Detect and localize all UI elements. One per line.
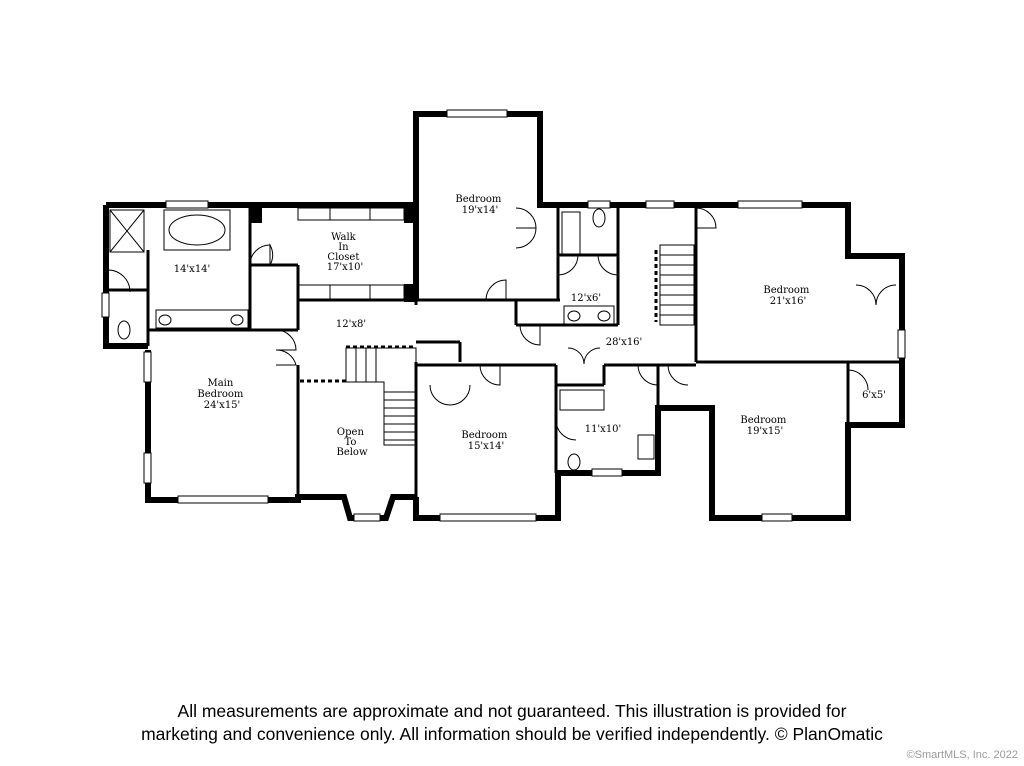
room-label-bedroom-north: Bedroom 19'x14' (455, 194, 502, 216)
room-label-hall-west: 12'x8' (335, 319, 367, 330)
room-label-bedroom-south: Bedroom 15'x14' (461, 430, 508, 452)
room-label-closet-east: 6'x5' (862, 390, 886, 401)
room-label-bedroom-southeast: Bedroom 19'x15' (740, 415, 787, 437)
room-label-open-to-below: Open To Below (336, 427, 368, 458)
copyright-notice: ©SmartMLS, Inc. 2022 (906, 749, 1018, 761)
windows (102, 110, 905, 521)
room-label-bath-south: 11'x10' (584, 424, 622, 435)
disclaimer-line-1: All measurements are approximate and not guaranteed. This illustration is provided for (177, 701, 847, 721)
room-label-bedroom-east: Bedroom 21'x16' (763, 285, 810, 307)
fixtures (110, 208, 654, 470)
room-label-bath-north: 12'x6' (570, 293, 602, 304)
room-label-bath-main: 14'x14' (173, 264, 211, 275)
interior-walls (106, 205, 902, 500)
disclaimer-line-2: marketing and convenience only. All information should be verified independently. © PlanOmatic (141, 724, 883, 744)
room-label-walk-in-closet: Walk In Closet 17'x10' (326, 232, 364, 273)
room-label-hall-east: 28'x16' (605, 337, 643, 348)
exterior-walls (106, 114, 902, 518)
room-label-main-bedroom: Main Bedroom 24'x15' (197, 378, 244, 411)
